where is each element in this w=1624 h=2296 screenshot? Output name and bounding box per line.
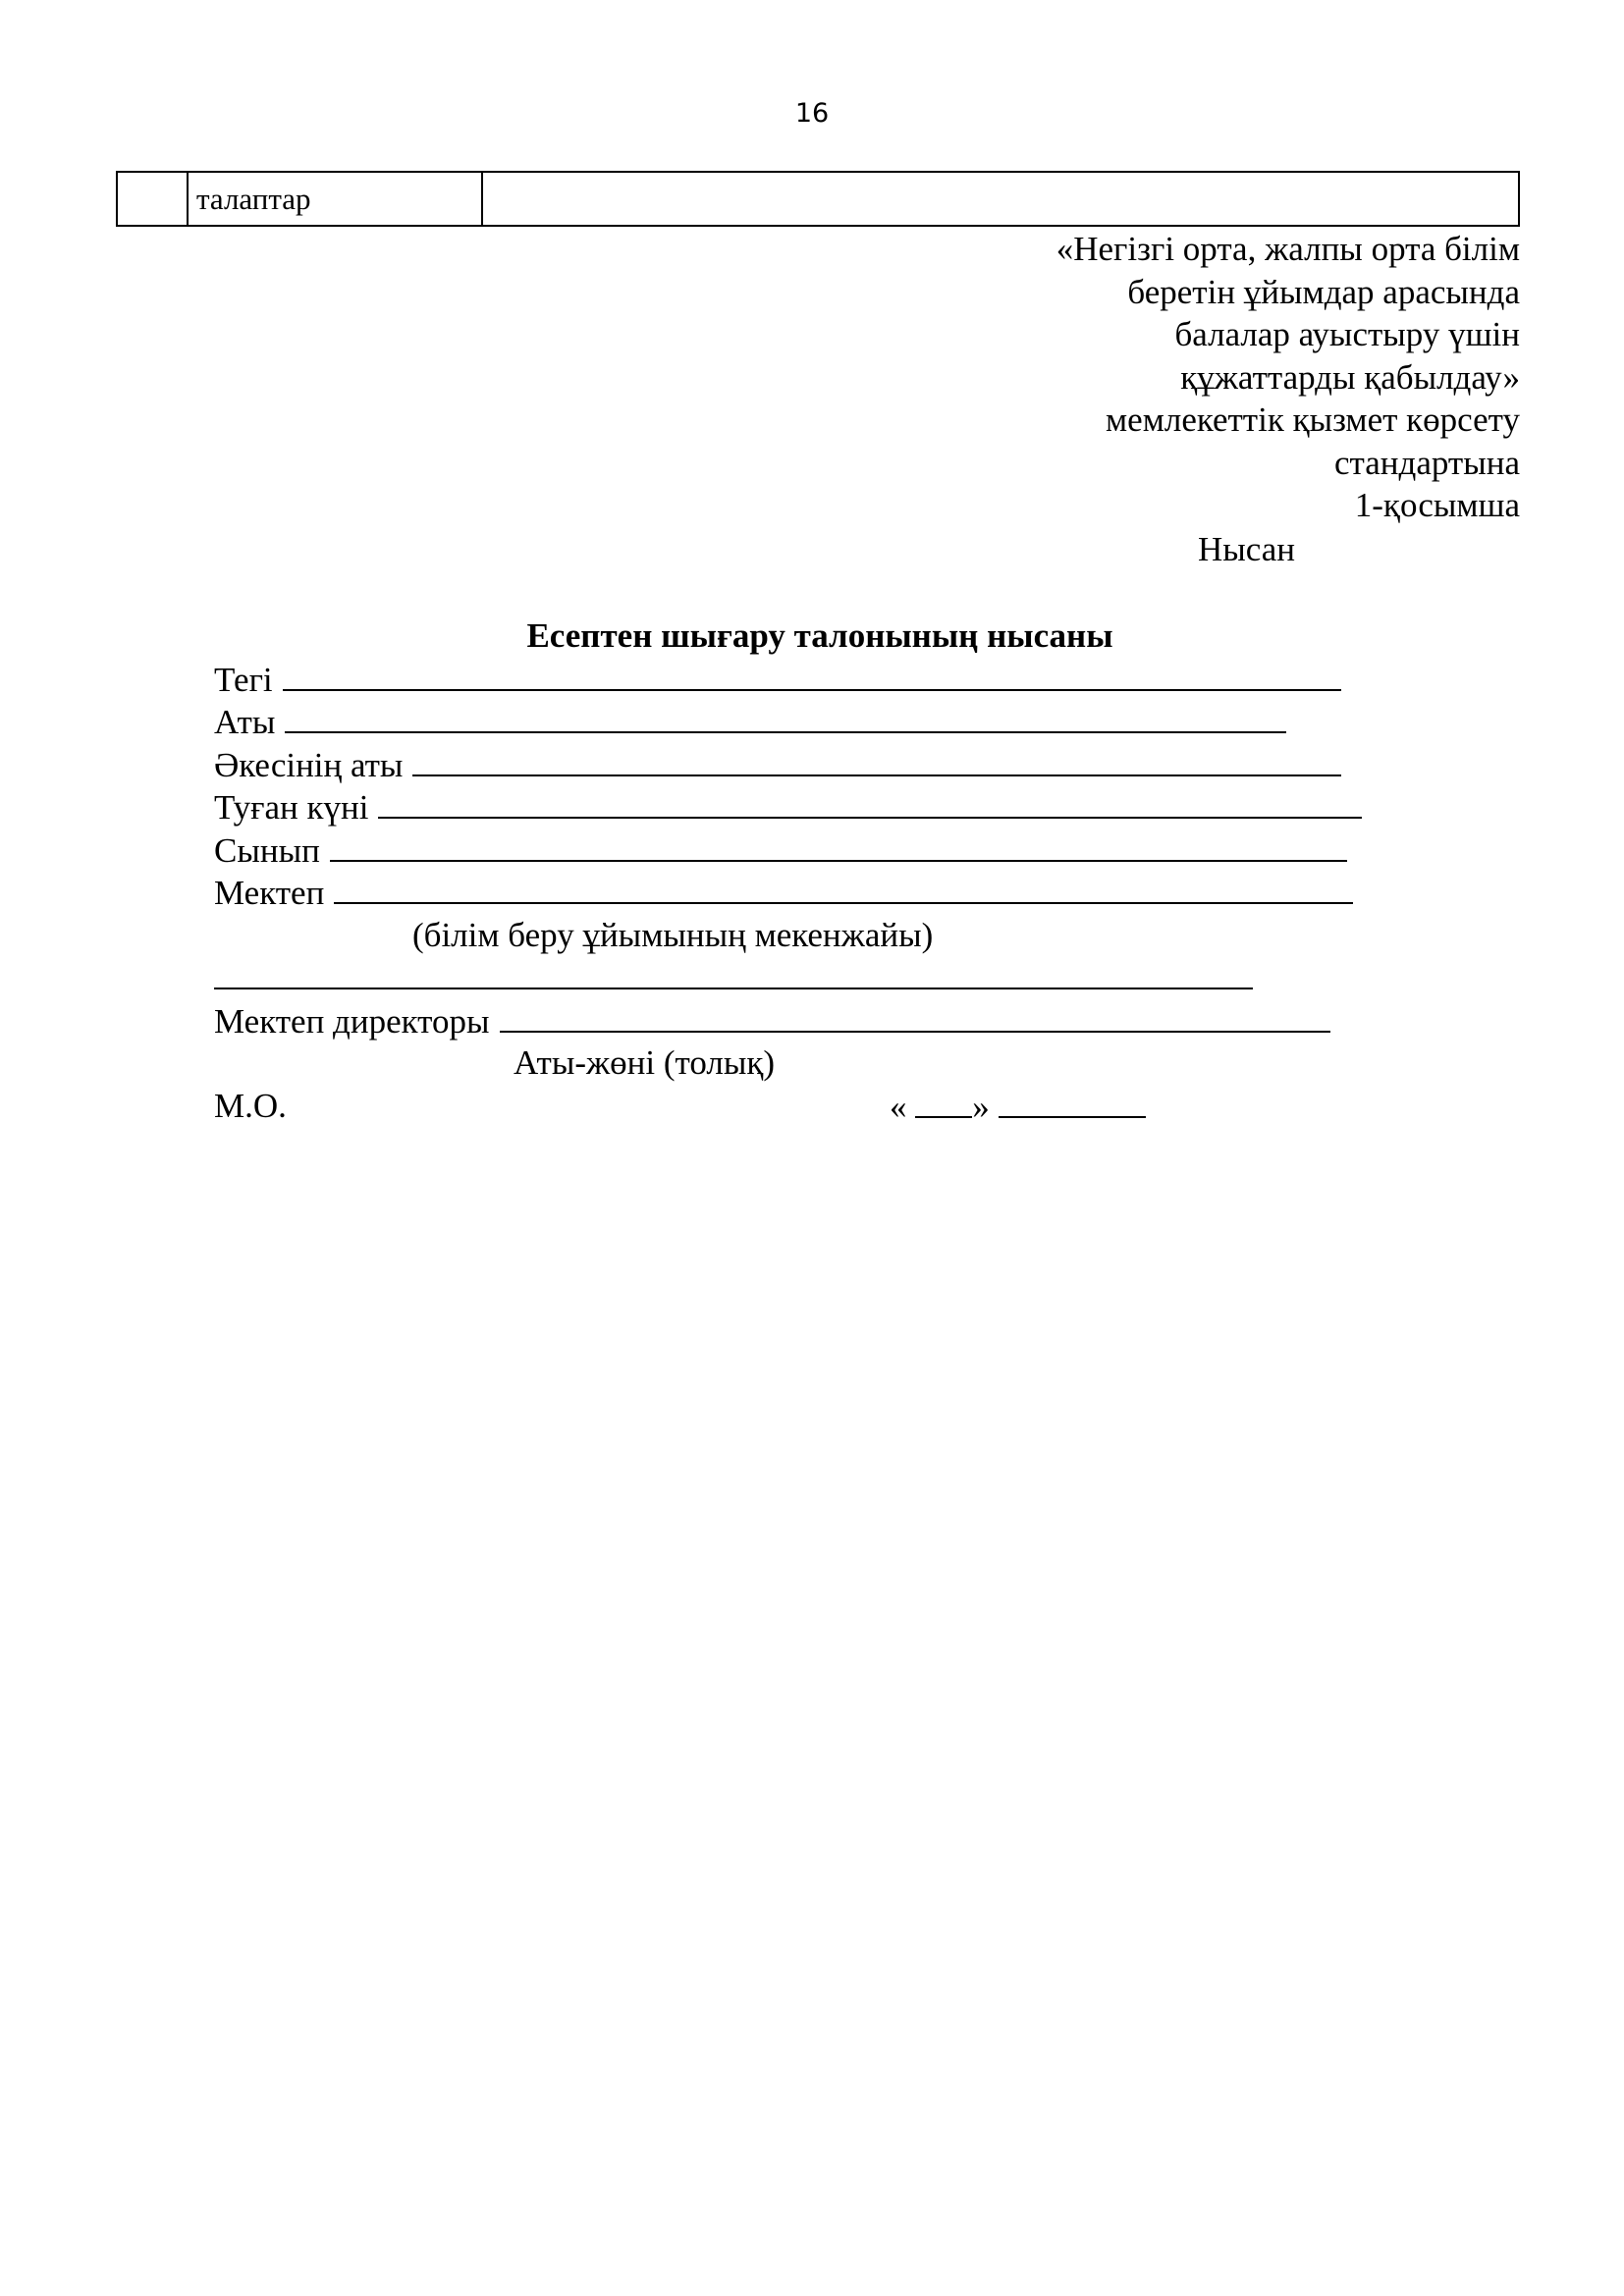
name-blank[interactable] [285, 702, 1286, 733]
appendix-line: балалар ауыстыру үшін [1174, 315, 1520, 353]
table-cell-number [117, 172, 188, 226]
school-blank[interactable] [334, 873, 1353, 904]
appendix-line: құжаттарды қабылдау» [1180, 357, 1520, 397]
patronymic-label: Әкесінің аты [214, 746, 404, 784]
appendix-line: беретін ұйымдар арасында [1127, 272, 1520, 311]
appendix-line: стандартына [1334, 443, 1520, 482]
director-caption: Аты-жөні (толық) [514, 1043, 776, 1082]
school-field [214, 873, 1353, 913]
class-label: Сынып [214, 831, 320, 870]
surname-field [214, 660, 1341, 700]
date-field [890, 1087, 1146, 1127]
table-cell-label: талаптар [188, 172, 482, 226]
date-open-quote: « [890, 1088, 907, 1126]
director-label: Мектеп директоры [214, 1002, 490, 1041]
class-blank[interactable] [330, 830, 1347, 862]
surname-label: Тегі [214, 661, 273, 699]
name-label: Аты [214, 703, 276, 741]
birth-date-label: Туған күні [214, 788, 369, 827]
date-month-blank[interactable] [999, 1087, 1146, 1118]
name-field [214, 702, 1286, 742]
birth-date-field [214, 787, 1362, 828]
director-blank[interactable] [500, 1001, 1330, 1033]
appendix-note [1056, 228, 1520, 527]
appendix-line: 1-қосымша [1354, 486, 1520, 524]
seal-label: М.О. [214, 1087, 287, 1125]
surname-blank[interactable] [283, 660, 1341, 691]
school-address-caption: (білім беру ұйымының мекенжайы) [412, 916, 934, 954]
class-field [214, 830, 1347, 871]
requirements-table [116, 171, 1520, 227]
form-title: Есептен шығару талонының нысаны [526, 616, 1113, 655]
date-close-quote: » [972, 1088, 990, 1126]
appendix-line: мемлекеттік қызмет көрсету [1106, 400, 1520, 439]
form-label: Нысан [1198, 530, 1296, 568]
table-row [117, 172, 1519, 226]
patronymic-field [214, 745, 1341, 785]
patronymic-blank[interactable] [412, 745, 1341, 776]
director-field [214, 1001, 1330, 1041]
date-day-blank[interactable] [915, 1087, 972, 1118]
birth-date-blank[interactable] [378, 787, 1362, 819]
address-blank[interactable] [214, 958, 1253, 989]
school-label: Мектеп [214, 874, 325, 912]
table-cell-value [482, 172, 1519, 226]
page-number: 16 [794, 98, 830, 129]
address-line-field [214, 958, 1253, 998]
appendix-line: «Негізгі орта, жалпы орта білім [1056, 230, 1520, 268]
